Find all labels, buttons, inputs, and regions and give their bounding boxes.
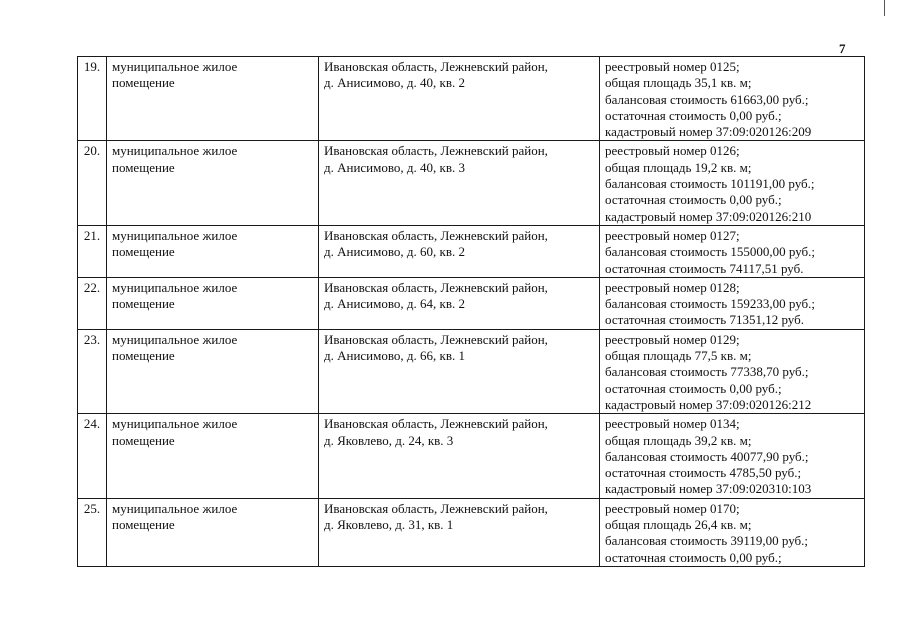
address-cell bbox=[319, 414, 600, 498]
table-row bbox=[78, 141, 865, 225]
object-name-line: муниципальное жилое bbox=[112, 279, 238, 295]
details-line: реестровый номер 0127; bbox=[605, 227, 740, 243]
address-line: Ивановская область, Лежневский район, bbox=[324, 500, 548, 516]
details-line: остаточная стоимость 0,00 руб.; bbox=[605, 192, 782, 208]
details-cell bbox=[600, 498, 865, 566]
object-name-line: муниципальное жилое bbox=[112, 143, 238, 159]
address-cell bbox=[319, 141, 600, 225]
object-name-line: муниципальное жилое bbox=[112, 500, 238, 516]
details-line: остаточная стоимость 0,00 руб.; bbox=[605, 549, 782, 565]
object-name-line: помещение bbox=[112, 159, 175, 175]
details-line: остаточная стоимость 71351,12 руб. bbox=[605, 312, 804, 328]
details-cell bbox=[600, 141, 865, 225]
property-registry-table bbox=[77, 56, 865, 567]
address-line: Ивановская область, Лежневский район, bbox=[324, 143, 548, 159]
address-line: Ивановская область, Лежневский район, bbox=[324, 227, 548, 243]
details-line: балансовая стоимость 159233,00 руб.; bbox=[605, 296, 815, 312]
address-line: д. Анисимово, д. 40, кв. 2 bbox=[324, 75, 465, 91]
details-line: общая площадь 35,1 кв. м; bbox=[605, 75, 752, 91]
details-line: реестровый номер 0128; bbox=[605, 279, 740, 295]
registry-table-body bbox=[78, 57, 865, 567]
details-cell bbox=[600, 57, 865, 141]
details-line: остаточная стоимость 4785,50 руб.; bbox=[605, 465, 802, 481]
details-line: кадастровый номер 37:09:020126:210 bbox=[605, 208, 812, 224]
details-line: балансовая стоимость 40077,90 руб.; bbox=[605, 448, 809, 464]
address-cell bbox=[319, 57, 600, 141]
table-row bbox=[78, 329, 865, 413]
object-name-line: помещение bbox=[112, 432, 175, 448]
details-cell bbox=[600, 225, 865, 277]
address-line: Ивановская область, Лежневский район, bbox=[324, 59, 548, 74]
object-name-line: помещение bbox=[112, 348, 175, 364]
address-cell bbox=[319, 329, 600, 413]
table-row bbox=[78, 57, 865, 141]
row-number: 23. bbox=[78, 329, 107, 413]
details-line: кадастровый номер 37:09:020126:209 bbox=[605, 124, 812, 140]
details-line: балансовая стоимость 77338,70 руб.; bbox=[605, 364, 809, 380]
details-line: остаточная стоимость 0,00 руб.; bbox=[605, 107, 782, 123]
details-line: балансовая стоимость 39119,00 руб.; bbox=[605, 533, 809, 549]
address-line: д. Анисимово, д. 66, кв. 1 bbox=[324, 348, 465, 364]
address-cell bbox=[319, 277, 600, 329]
details-line: общая площадь 77,5 кв. м; bbox=[605, 348, 752, 364]
details-line: реестровый номер 0170; bbox=[605, 500, 740, 516]
object-name-line: муниципальное жилое bbox=[112, 416, 238, 432]
details-line: реестровый номер 0129; bbox=[605, 331, 740, 347]
row-number: 22. bbox=[78, 277, 107, 329]
address-line: Ивановская область, Лежневский район, bbox=[324, 331, 548, 347]
details-line: реестровый номер 0134; bbox=[605, 416, 740, 432]
scan-corner-mark bbox=[884, 0, 885, 16]
object-name-line: помещение bbox=[112, 75, 175, 91]
address-cell bbox=[319, 225, 600, 277]
details-line: реестровый номер 0125; bbox=[605, 59, 740, 74]
details-line: балансовая стоимость 61663,00 руб.; bbox=[605, 91, 809, 107]
details-cell bbox=[600, 414, 865, 498]
row-number: 20. bbox=[78, 141, 107, 225]
address-line: д. Яковлево, д. 24, кв. 3 bbox=[324, 432, 454, 448]
address-line: Ивановская область, Лежневский район, bbox=[324, 416, 548, 432]
object-name-cell bbox=[107, 414, 319, 498]
object-name-cell bbox=[107, 498, 319, 566]
details-cell bbox=[600, 329, 865, 413]
object-name-line: муниципальное жилое bbox=[112, 331, 238, 347]
table-row bbox=[78, 277, 865, 329]
row-number: 21. bbox=[78, 225, 107, 277]
object-name-line: муниципальное жилое bbox=[112, 59, 238, 74]
object-name-cell bbox=[107, 329, 319, 413]
details-line: кадастровый номер 37:09:020126:212 bbox=[605, 396, 812, 412]
address-line: д. Анисимово, д. 60, кв. 2 bbox=[324, 244, 465, 260]
object-name-line: помещение bbox=[112, 244, 175, 260]
page-number: 7 bbox=[839, 41, 846, 56]
row-number: 24. bbox=[78, 414, 107, 498]
object-name-line: помещение bbox=[112, 296, 175, 312]
address-line: д. Яковлево, д. 31, кв. 1 bbox=[324, 517, 454, 533]
details-line: реестровый номер 0126; bbox=[605, 143, 740, 159]
table-row bbox=[78, 225, 865, 277]
object-name-cell bbox=[107, 141, 319, 225]
details-line: кадастровый номер 37:09:020310:103 bbox=[605, 481, 812, 497]
details-line: балансовая стоимость 101191,00 руб.; bbox=[605, 176, 815, 192]
address-line: д. Анисимово, д. 64, кв. 2 bbox=[324, 296, 465, 312]
object-name-line: муниципальное жилое bbox=[112, 227, 238, 243]
address-line: Ивановская область, Лежневский район, bbox=[324, 279, 548, 295]
address-cell bbox=[319, 498, 600, 566]
row-number: 25. bbox=[78, 498, 107, 566]
table-row bbox=[78, 498, 865, 566]
table-row bbox=[78, 414, 865, 498]
row-number: 19. bbox=[78, 57, 107, 141]
details-line: остаточная стоимость 0,00 руб.; bbox=[605, 380, 782, 396]
address-line: д. Анисимово, д. 40, кв. 3 bbox=[324, 159, 465, 175]
details-line: балансовая стоимость 155000,00 руб.; bbox=[605, 244, 815, 260]
object-name-line: помещение bbox=[112, 517, 175, 533]
details-line: остаточная стоимость 74117,51 руб. bbox=[605, 260, 804, 276]
object-name-cell bbox=[107, 225, 319, 277]
object-name-cell bbox=[107, 57, 319, 141]
details-line: общая площадь 39,2 кв. м; bbox=[605, 432, 752, 448]
object-name-cell bbox=[107, 277, 319, 329]
details-line: общая площадь 19,2 кв. м; bbox=[605, 159, 752, 175]
details-line: общая площадь 26,4 кв. м; bbox=[605, 517, 752, 533]
details-cell bbox=[600, 277, 865, 329]
